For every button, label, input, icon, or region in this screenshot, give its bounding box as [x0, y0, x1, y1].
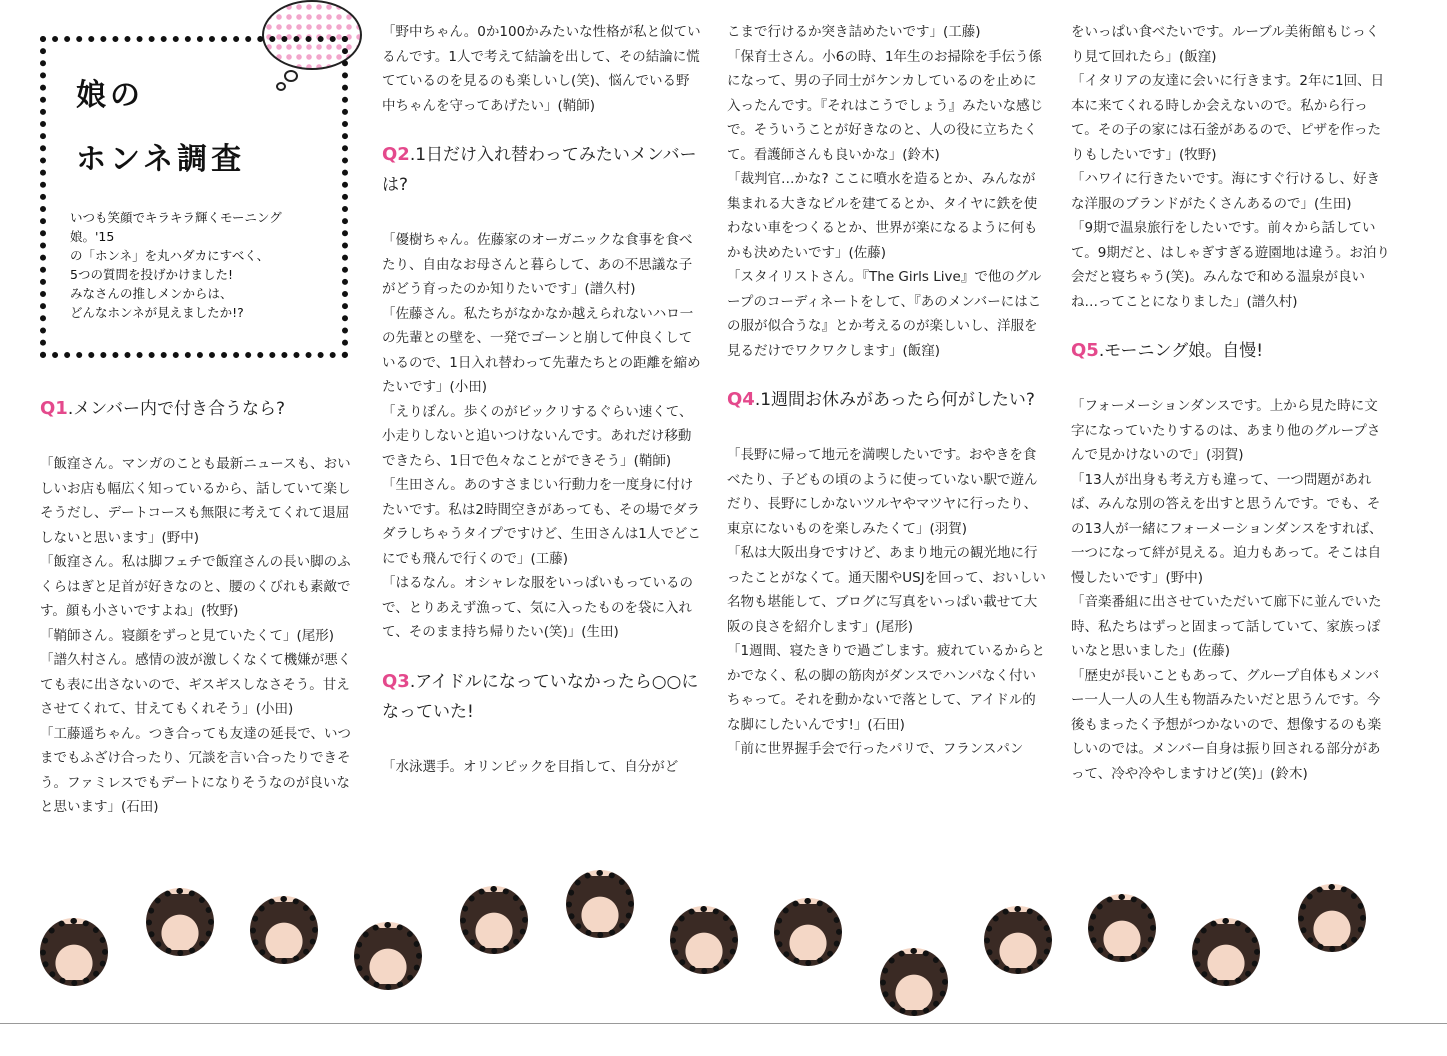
- answer: 「歴史が長いこともあって、グループ自体もメンバー一人一人の人生も物語みたいだと思うんです。今後もまったく予想がつかないので、想像するのも楽しいのでは。メンバー自身は振り回される部分があって、冷や冷やしますけど(笑)」(鈴木): [1071, 667, 1382, 782]
- question-q1: [40, 394, 360, 424]
- member-photo: [40, 918, 108, 986]
- answer: 「佐藤さん。私たちがなかなか越えられないハロ一の先輩との壁を、一発でゴーンと崩して仲良くしているので、1日入れ替わって先輩たちとの距離を縮めたいです」(小田): [382, 305, 701, 395]
- question-number: Q5: [1071, 340, 1099, 361]
- member-photo: [670, 906, 738, 974]
- answer: 「フォーメーションダンスです。上から見た時に文字になっていたりするのは、あまり他のグループさんで見かけないので」(羽賀): [1071, 398, 1381, 463]
- answer: 「工藤遥ちゃん。つき合っても友達の延長で、いつまでもふざけ合ったり、冗談を言い合ったりできそう。ファミレスでもデートになりそうなのが良いなと思います」(石田): [40, 725, 352, 815]
- member-photo: [1088, 894, 1156, 962]
- question-number: Q1: [40, 398, 68, 419]
- question-q3: [382, 667, 702, 727]
- intro-line: いつも笑顔でキラキラ輝くモーニング娘。'15: [70, 210, 282, 244]
- question-number: Q2: [382, 144, 410, 165]
- member-photo: [146, 888, 214, 956]
- intro-line: どんなホンネが見えましたか!?: [70, 305, 244, 320]
- intro-line: みなさんの推しメンからは、: [70, 286, 233, 301]
- answer: 「鞘師さん。寝顔をずっと見ていたくて」(尾形): [40, 627, 335, 644]
- member-photo: [984, 906, 1052, 974]
- answer: 「1週間、寝たきりで過ごします。疲れているからとかでなく、私の脚の筋肉がダンスでハンパなく付いちゃって。それを動かないで落として、アイドル的な脚にしたいんです!」(石田): [727, 643, 1046, 733]
- question-text: .モーニング娘。自慢!: [1098, 341, 1264, 361]
- member-photo: [774, 898, 842, 966]
- member-photo: [460, 886, 528, 954]
- answer: 「飯窪さん。マンガのことも最新ニュースも、おいしいお店も幅広く知っているから、話していて楽しそうだし、デートコースも無限に考えてくれて退屈しないと思います」(野中): [40, 456, 351, 546]
- answer: 「9期で温泉旅行をしたいです。前々から話していて。9期だと、はしゃぎすぎる遊園地は違う。お泊り会だと寝ちゃう(笑)。みんなで和める温泉が良いね…ってことになりました」(譜久村): [1071, 220, 1390, 310]
- question-number: Q3: [382, 670, 410, 692]
- answer: 「前に世界握手会で行ったパリで、フランスパン: [727, 741, 1024, 757]
- page-title-line2: ホンネ調査: [76, 142, 246, 177]
- answer: 「えりぽん。歩くのがビックリするぐらい速くて、小走りしないと追いつけないんです。あれだけ移動できたら、1日で色々なことができそう」(鞘師): [382, 403, 693, 469]
- answer: をいっぱい食べたいです。ルーブル美術館もじっくり見て回れたら」(飯窪): [1071, 24, 1380, 65]
- answer: 「裁判官…かな? ここに噴水を造るとか、みんなが集まれる大きなビルを建てるとか、タイヤに鉄を使わない車をつくるとか、世界が楽になるように何もかも決めたいです」(佐藤): [727, 171, 1038, 261]
- column-4: [1071, 20, 1391, 786]
- answer: 「イタリアの友達に会いに行きます。2年に1回、日本に来てくれる時しか会えないので。私から行って。その子の家には石釜があるので、ピザを作ったりもしたいです」(牧野): [1071, 73, 1385, 163]
- member-photo: [250, 896, 318, 964]
- member-photo: [1192, 918, 1260, 986]
- question-q5: [1071, 336, 1391, 366]
- bottom-divider: [0, 1023, 1447, 1024]
- answer: 「水泳選手。オリンピックを目指して、自分がど: [382, 758, 679, 775]
- member-photo: [354, 922, 422, 990]
- intro-text: [70, 208, 318, 322]
- question-text: .1週間お休みがあったら何がしたい?: [754, 390, 1035, 410]
- answer: 「私は大阪出身ですけど、あまり地元の観光地に行ったことがなくて。通天閣やUSJを回って、おいしい名物も堪能して、ブログに写真をいっぱい載せて大阪の良さを紹介します」(尾形): [727, 545, 1046, 635]
- answer: 「音楽番組に出させていただいて廊下に並んでいた時、私たちはずっと固まって話していて、家族っぽいなと思いました」(佐藤): [1071, 594, 1382, 659]
- question-text: .メンバー内で付き合うなら?: [67, 399, 286, 419]
- title-box: [40, 36, 348, 358]
- member-photos: [0, 870, 1447, 1040]
- answer: 「飯窪さん。私は脚フェチで飯窪さんの長い脚のふくらはぎと足首が好きなのと、腰のくびれも素敵です。顔も小さいですよね」(牧野): [40, 554, 351, 619]
- member-photo: [1298, 884, 1366, 952]
- question-q4: [727, 385, 1047, 415]
- answer: 「長野に帰って地元を満喫したいです。おやきを食べたり、子どもの頃のように使っていない駅で遊んだり、長野にしかないツルヤやマツヤに行ったり、東京にないものを楽しみたくて」(羽賀): [727, 447, 1038, 537]
- answer: こまで行けるか突き詰めたいです」(工藤): [727, 24, 981, 40]
- column-3: [727, 20, 1047, 762]
- member-photo: [880, 948, 948, 1016]
- question-number: Q4: [727, 389, 755, 410]
- member-photo: [566, 870, 634, 938]
- answer: 「スタイリストさん。『The Girls Live』で他のグループのコーディネートをして、『あのメンバーにはこの服が似合うな』とか考えるのが楽しいし、洋服を見るだけでワクワクします」(飯窪): [727, 269, 1042, 359]
- page-title-line1: 娘の: [76, 78, 144, 113]
- answer: 「ハワイに行きたいです。海にすぐ行けるし、好きな洋服のブランドがたくさんあるので」(生田): [1071, 171, 1381, 212]
- question-text: .1日だけ入れ替わってみたいメンバーは?: [382, 145, 697, 195]
- intro-line: の「ホンネ」を丸ハダカにすべく、: [70, 248, 270, 263]
- answer: 「生田さん。あのすさまじい行動力を一度身に付けたいです。私は2時間空きがあっても、その場でダラダラしちゃうタイプですけど、生田さんは1人でどこにでも飛んで行くので」(工藤): [382, 477, 701, 567]
- answer: 「野中ちゃん。0か100かみたいな性格が私と似ているんです。1人で考えて結論を出して、その結論に慌てているのを見るのも楽しいし(笑)、悩んでいる野中ちゃんを守ってあげたい」(鞘師): [382, 24, 701, 114]
- column-2: [382, 20, 702, 779]
- answer: 「保育士さん。小6の時、1年生のお掃除を手伝う係になって、男の子同士がケンカしているのを止めに入ったんです。『それはこうでしょう』みたいな感じで。そういうことが好きなのと、人の役に立ちたくて。看護師さんも良いかな」(鈴木): [727, 48, 1044, 163]
- intro-line: 5つの質問を投げかけました!: [70, 267, 233, 282]
- question-text: .アイドルになっていなかったら○○になっていた!: [382, 671, 699, 722]
- answer: 「13人が出身も考え方も違って、一つ問題があれば、みんな別の答えを出すと思うんです。でも、その13人が一緒にフォーメーションダンスをすれば、一つになって絆が見える。迫力もあって。そこは自慢したいです」(野中): [1071, 471, 1383, 586]
- question-q2: [382, 140, 702, 200]
- answer: 「はるなん。オシャレな服をいっぱいもっているので、とりあえず漁って、気に入ったものを袋に入れて、そのまま持ち帰りたい(笑)」(生田): [382, 575, 694, 640]
- answer: 「優樹ちゃん。佐藤家のオーガニックな食事を食べたり、自由なお母さんと暮らして、あの不思議な子がどう育ったのか知りたいです」(譜久村): [382, 232, 693, 297]
- answer: 「譜久村さん。感情の波が激しくなくて機嫌が悪くても表に出さないので、ギスギスしなさそう。甘えさせてくれて、甘えてもくれそう」(小田): [40, 652, 352, 717]
- column-1: [40, 372, 360, 820]
